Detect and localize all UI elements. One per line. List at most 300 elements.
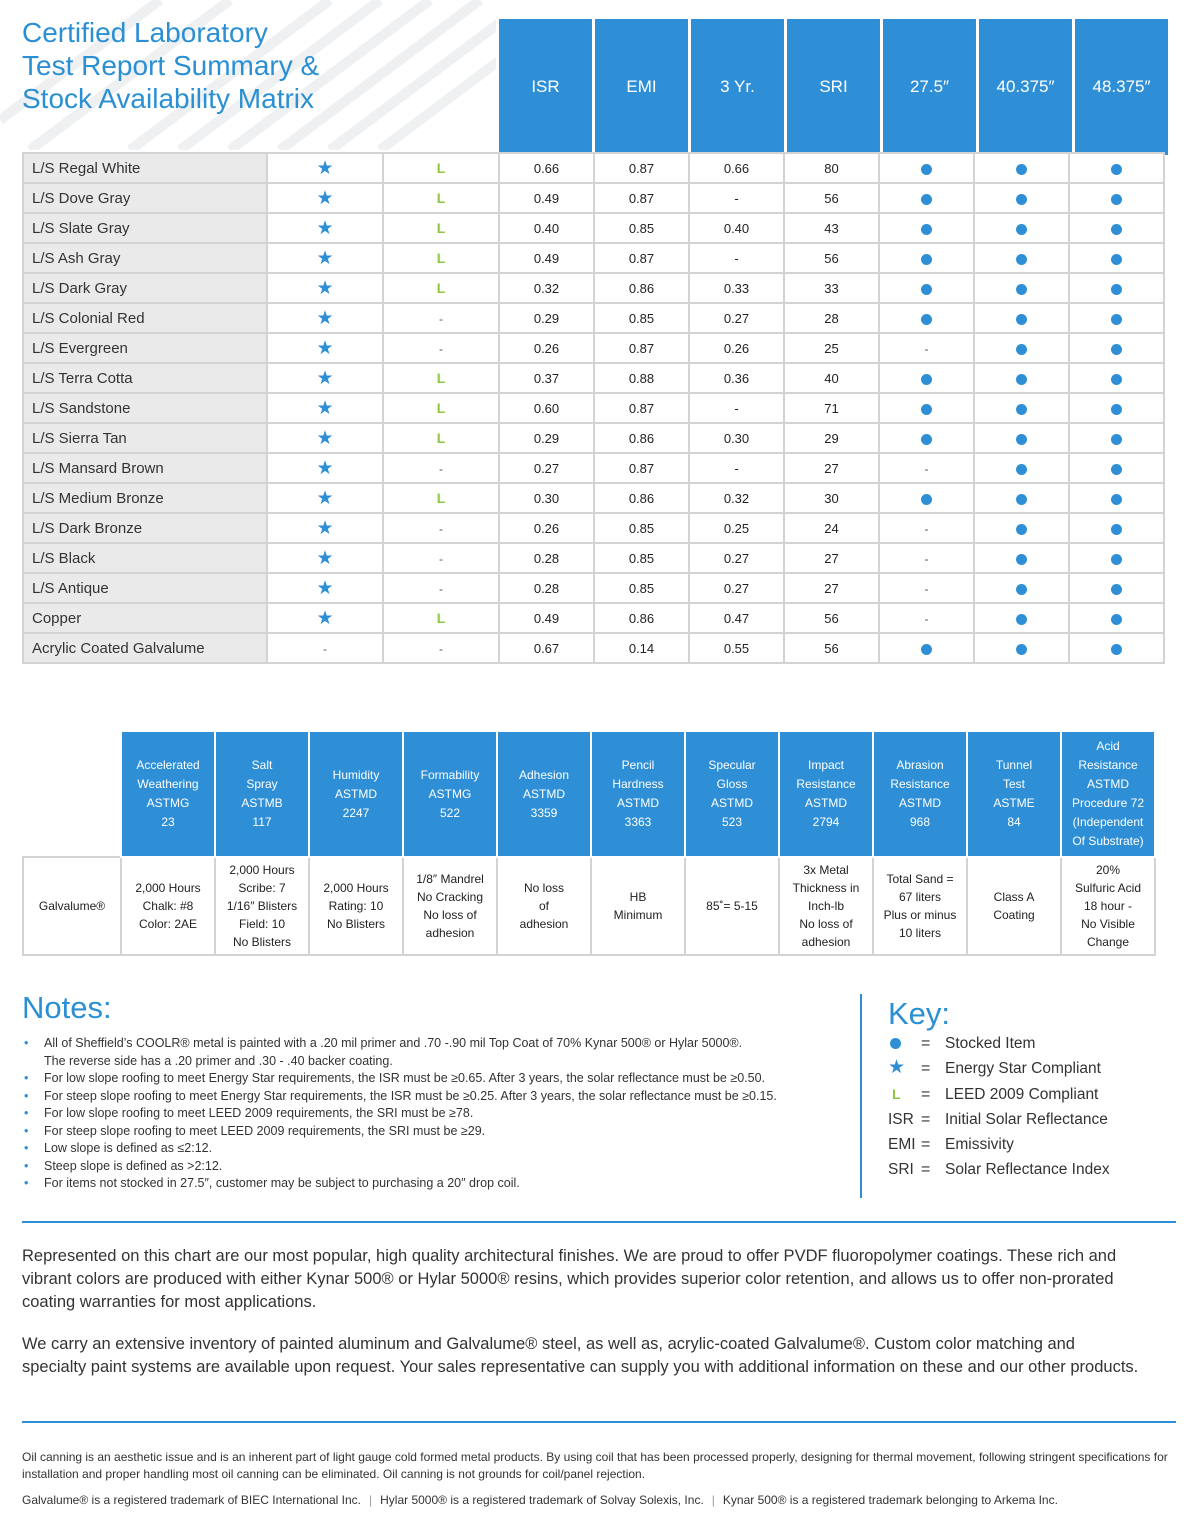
stocked-dot-icon (921, 254, 932, 265)
test-value (685, 857, 779, 955)
oil-canning-note: Oil canning is an aesthetic issue and is an inherent part of light gauge cold formed metal products. By using coil that has been processed properly, designing for thermal movement, following stringent specifications for installation and proper handling most oil canning can be eliminated. Oil canning is not grounds for coil/panel rejection. (22, 1450, 1168, 1481)
key-row (888, 1056, 1188, 1081)
dash: - (439, 461, 443, 476)
stock-cell (879, 333, 974, 363)
key-description: Initial Solar Reflectance (945, 1110, 1108, 1128)
key-heading: Key: (888, 996, 951, 1031)
emi-value: 0.85 (594, 213, 689, 243)
key-abbreviation: ISR (888, 1110, 914, 1128)
column-header-isr: ISR (498, 18, 594, 157)
leed-icon: L (436, 430, 446, 446)
header-line: ASTMD (711, 796, 753, 810)
color-name: L/S Dark Bronze (23, 513, 267, 543)
value-line: Plus or minus (883, 908, 957, 922)
stock-cell (974, 453, 1069, 483)
energy-star-cell (267, 213, 383, 243)
header-line: 117 (252, 815, 272, 829)
header-line: ASTMD (335, 786, 377, 801)
emi-value: 0.87 (594, 453, 689, 483)
divider (22, 1221, 1176, 1223)
isr-value: 0.49 (499, 243, 594, 273)
stocked-dot-icon (921, 314, 932, 325)
header-line: Resistance (890, 777, 950, 791)
yr3-value: 0.32 (689, 483, 784, 513)
stock-cell (1069, 633, 1164, 663)
test-value (497, 857, 591, 955)
stock-cell (974, 243, 1069, 273)
isr-value: 0.66 (499, 153, 594, 183)
yr3-value: - (689, 243, 784, 273)
separator: | (711, 1493, 715, 1507)
dash: - (439, 641, 443, 656)
color-name: Acrylic Coated Galvalume (23, 633, 267, 663)
header-line: Humidity (332, 767, 380, 782)
stock-cell (879, 393, 974, 423)
stock-cell (1069, 153, 1164, 183)
title-line: Certified Laboratory (22, 17, 268, 48)
value-line: Field: 10 (238, 917, 286, 931)
header-line: Procedure 72 (1071, 796, 1145, 810)
star-icon: ★ (316, 457, 334, 479)
dash: - (439, 311, 443, 326)
stock-cell (974, 573, 1069, 603)
energy-star-cell (267, 423, 383, 453)
sri-value: 56 (784, 633, 879, 663)
column-header-40: 40.375″ (978, 18, 1074, 157)
stock-cell (879, 573, 974, 603)
header-line: 968 (909, 815, 931, 829)
dash: - (439, 551, 443, 566)
stock-cell (974, 513, 1069, 543)
emi-value: 0.87 (594, 243, 689, 273)
equals-sign: = (921, 1161, 931, 1179)
yr3-value: 0.55 (689, 633, 784, 663)
isr-value: 0.28 (499, 573, 594, 603)
emi-value: 0.87 (594, 183, 689, 213)
energy-star-cell (267, 633, 383, 663)
header-line: 84 (1007, 815, 1021, 829)
value-line: Color: 2AE (138, 917, 198, 931)
table-row (23, 603, 1164, 633)
stocked-dot-icon (1111, 614, 1122, 625)
key-description: LEED 2009 Compliant (945, 1085, 1099, 1103)
value-line: 67 liters (898, 890, 942, 904)
value-line: Total Sand = (886, 872, 954, 886)
table-row (23, 573, 1164, 603)
leed-icon: L (892, 1085, 901, 1102)
isr-value: 0.29 (499, 303, 594, 333)
stocked-dot-icon (1111, 434, 1122, 445)
stocked-dot-icon (921, 494, 932, 505)
header-line: Resistance (1078, 758, 1138, 772)
emi-value: 0.86 (594, 603, 689, 633)
stocked-dot-icon (1016, 284, 1027, 295)
value-line: Inch-lb (807, 899, 845, 913)
yr3-value: 0.47 (689, 603, 784, 633)
stock-cell (1069, 453, 1164, 483)
empty-cell (23, 731, 121, 857)
value-line: Class A (993, 890, 1035, 904)
note-item: • For steep slope roofing to meet Energy Star requirements, the ISR must be ≥0.25. After 3 years, the solar reflectance must be ≥0.15. (44, 1088, 852, 1106)
stock-cell (879, 303, 974, 333)
test-header (497, 731, 591, 857)
yr3-value: 0.33 (689, 273, 784, 303)
star-icon: ★ (316, 487, 334, 509)
isr-value: 0.60 (499, 393, 594, 423)
sri-value: 29 (784, 423, 879, 453)
value-line: 20% (1095, 863, 1121, 877)
header-line: Accelerated (136, 758, 200, 772)
dash: - (924, 341, 929, 356)
availability-matrix (22, 152, 1165, 664)
stocked-dot-icon (1016, 374, 1027, 385)
notes-list (22, 1035, 852, 1193)
leed-cell (383, 273, 499, 303)
header-line: 3359 (530, 805, 558, 820)
table-row (23, 213, 1164, 243)
value-line: Minimum (613, 908, 663, 922)
header-line: Resistance (796, 777, 856, 791)
leed-icon: L (436, 610, 446, 626)
value-line: adhesion (801, 935, 851, 949)
stocked-dot-icon (1016, 344, 1027, 355)
stocked-dot-icon (1016, 464, 1027, 475)
star-icon: ★ (316, 517, 334, 539)
value-line: 1/8″ Mandrel (416, 872, 484, 886)
equals-sign: = (921, 1110, 931, 1128)
stocked-dot-icon (1111, 224, 1122, 235)
leed-cell (383, 603, 499, 633)
stock-cell (1069, 423, 1164, 453)
header-line: Spray (246, 777, 278, 791)
title-line: Stock Availability Matrix (22, 83, 315, 114)
key-row (888, 1132, 1188, 1157)
stock-cell (879, 603, 974, 633)
stock-cell (879, 243, 974, 273)
stocked-dot-icon (921, 194, 932, 205)
leed-cell (383, 183, 499, 213)
leed-icon: L (436, 370, 446, 386)
stock-cell (879, 633, 974, 663)
test-header (685, 731, 779, 857)
stocked-dot-icon (1016, 554, 1027, 565)
leed-icon: L (436, 280, 446, 296)
isr-value: 0.27 (499, 453, 594, 483)
note-item: The reverse side has a .20 primer and .30 - .40 backer coating. (44, 1053, 393, 1068)
emi-value: 0.87 (594, 393, 689, 423)
color-name: L/S Regal White (23, 153, 267, 183)
stock-cell (879, 363, 974, 393)
sri-value: 33 (784, 273, 879, 303)
column-header-emi: EMI (594, 18, 690, 157)
color-name: L/S Medium Bronze (23, 483, 267, 513)
emi-value: 0.14 (594, 633, 689, 663)
equals-sign: = (921, 1060, 931, 1078)
note-item: • For low slope roofing to meet LEED 2009 requirements, the SRI must be ≥78. (44, 1105, 852, 1123)
stock-cell (1069, 183, 1164, 213)
value-line: 2,000 Hours (135, 881, 201, 895)
value-line: No loss of (799, 917, 853, 931)
header-line: 23 (161, 815, 175, 829)
stocked-dot-icon (1111, 524, 1122, 535)
yr3-value: - (689, 453, 784, 483)
yr3-value: 0.66 (689, 153, 784, 183)
energy-star-cell (267, 333, 383, 363)
test-value (215, 857, 309, 955)
stocked-dot-icon (1111, 254, 1122, 265)
table-row (23, 423, 1164, 453)
stocked-dot-icon (1111, 164, 1122, 175)
column-header-sri: SRI (786, 18, 882, 157)
header-line: ASTMD (1087, 777, 1129, 791)
stock-cell (1069, 303, 1164, 333)
stock-cell (1069, 393, 1164, 423)
stock-cell (974, 333, 1069, 363)
separator: | (369, 1493, 373, 1507)
header-line: Acid (1096, 739, 1120, 753)
stock-cell (974, 423, 1069, 453)
key-row (888, 1107, 1188, 1132)
sri-value: 43 (784, 213, 879, 243)
stocked-dot-icon (1111, 494, 1122, 505)
leed-cell (383, 573, 499, 603)
leed-cell (383, 633, 499, 663)
equals-sign: = (921, 1035, 931, 1052)
equals-sign: = (921, 1136, 931, 1154)
energy-star-cell (267, 243, 383, 273)
note-item: • All of Sheffield’s COOLR® metal is painted with a .20 mil primer and .70 -.90 mil Top Coat of 70% Kynar 500® or Hylar 5000®. (44, 1035, 852, 1053)
energy-star-cell (267, 573, 383, 603)
header-line: Formability (420, 767, 480, 782)
stock-cell (974, 393, 1069, 423)
energy-star-cell (267, 153, 383, 183)
table-row (23, 483, 1164, 513)
divider (860, 994, 862, 1198)
column-header-3yr: 3 Yr. (690, 18, 786, 157)
key-abbreviation: SRI (888, 1161, 914, 1179)
header-line: Specular (708, 758, 756, 772)
table-row (23, 303, 1164, 333)
leed-cell (383, 543, 499, 573)
emi-value: 0.87 (594, 153, 689, 183)
header-line: Adhesion (518, 767, 570, 782)
trademark-hylar: Hylar 5000® is a registered trademark of Solvay Solexis, Inc. (380, 1493, 704, 1507)
value-line: 2,000 Hours (323, 881, 389, 895)
dash: - (439, 341, 443, 356)
leed-icon: L (436, 490, 446, 506)
stock-cell (1069, 243, 1164, 273)
intro-paragraph: Represented on this chart are our most popular, high quality architectural finishes. We are proud to offer PVDF fluoropolymer coatings. These rich and vibrant colors are produced with either Kynar 500® or Hylar 5000® resins, which provides superior color retention, and allows us to offer non-prorated coating warranties for most applications. (22, 1247, 1117, 1311)
key-description: Stocked Item (945, 1035, 1036, 1052)
sri-value: 56 (784, 243, 879, 273)
stocked-dot-icon (921, 434, 932, 445)
test-header (967, 731, 1061, 857)
emi-value: 0.87 (594, 333, 689, 363)
stocked-dot-icon (1111, 404, 1122, 415)
isr-value: 0.28 (499, 543, 594, 573)
star-icon: ★ (316, 307, 334, 329)
table-row (23, 453, 1164, 483)
value-line: No Blisters (232, 935, 291, 949)
test-header (591, 731, 685, 857)
test-value (121, 857, 215, 955)
value-line: Change (1086, 935, 1130, 949)
header-line: ASTME (993, 796, 1035, 810)
star-icon: ★ (888, 1057, 906, 1079)
star-icon: ★ (316, 337, 334, 359)
emi-value: 0.85 (594, 543, 689, 573)
stocked-dot-icon (921, 404, 932, 415)
key-row (888, 1082, 1188, 1107)
equals-sign: = (921, 1085, 931, 1103)
test-header (403, 731, 497, 857)
test-header (309, 731, 403, 857)
note-item: • For items not stocked in 27.5″, customer may be subject to purchasing a 20″ drop coil. (44, 1175, 852, 1193)
value-line: Thickness in (792, 881, 860, 895)
stock-cell (879, 513, 974, 543)
stock-cell (1069, 573, 1164, 603)
energy-star-cell (267, 603, 383, 633)
test-values-row (23, 857, 1155, 955)
header-line: Hardness (612, 777, 664, 791)
header-line: Test (1002, 777, 1025, 791)
sri-value: 40 (784, 363, 879, 393)
header-line: ASTMD (805, 796, 847, 810)
stocked-dot-icon (1016, 404, 1027, 415)
stocked-dot-icon (1016, 194, 1027, 205)
test-header-row (23, 731, 1155, 857)
isr-value: 0.30 (499, 483, 594, 513)
emi-value: 0.86 (594, 483, 689, 513)
isr-value: 0.37 (499, 363, 594, 393)
stock-cell (1069, 213, 1164, 243)
trademark-kynar: Kynar 500® is a registered trademark belonging to Arkema Inc. (722, 1493, 1058, 1507)
stocked-dot-icon (921, 644, 932, 655)
notes-heading: Notes: (22, 990, 112, 1025)
sri-value: 30 (784, 483, 879, 513)
stocked-dot-icon (1111, 194, 1122, 205)
energy-star-cell (267, 543, 383, 573)
leed-cell (383, 213, 499, 243)
stocked-dot-icon (921, 284, 932, 295)
key-description: Emissivity (945, 1136, 1014, 1154)
stock-cell (1069, 333, 1164, 363)
emi-value: 0.88 (594, 363, 689, 393)
column-header-48: 48.375″ (1074, 18, 1170, 157)
table-row (23, 513, 1164, 543)
value-line: HB (629, 890, 647, 904)
leed-cell (383, 153, 499, 183)
isr-value: 0.26 (499, 333, 594, 363)
leed-icon: L (436, 190, 446, 206)
leed-icon: L (436, 220, 446, 236)
color-name: L/S Antique (23, 573, 267, 603)
header-line: Weathering (137, 777, 199, 791)
color-name: L/S Terra Cotta (23, 363, 267, 393)
header-line: ASTMD (899, 796, 941, 810)
stock-cell (1069, 273, 1164, 303)
isr-value: 0.26 (499, 513, 594, 543)
stocked-dot-icon (921, 224, 932, 235)
table-row (23, 183, 1164, 213)
stock-cell (879, 483, 974, 513)
sri-value: 27 (784, 543, 879, 573)
energy-star-cell (267, 273, 383, 303)
column-header-27: 27.5″ (882, 18, 978, 157)
value-line: Scribe: 7 (238, 881, 286, 895)
stock-cell (974, 483, 1069, 513)
header-line: Salt (251, 758, 273, 772)
header-line: Of Substrate) (1072, 834, 1144, 848)
leed-cell (383, 483, 499, 513)
sri-value: 25 (784, 333, 879, 363)
page-title (22, 16, 482, 115)
energy-star-cell (267, 303, 383, 333)
stock-cell (1069, 363, 1164, 393)
header-line: 523 (721, 815, 743, 829)
stocked-dot-icon (1111, 284, 1122, 295)
stock-cell (1069, 603, 1164, 633)
energy-star-cell (267, 513, 383, 543)
leed-cell (383, 423, 499, 453)
stocked-dot-icon (921, 164, 932, 175)
stock-cell (1069, 513, 1164, 543)
leed-icon: L (436, 250, 446, 266)
test-value (1061, 857, 1155, 955)
color-name: L/S Evergreen (23, 333, 267, 363)
sri-value: 27 (784, 573, 879, 603)
leed-cell (383, 453, 499, 483)
star-icon: ★ (316, 367, 334, 389)
isr-value: 0.29 (499, 423, 594, 453)
value-line: No Blisters (326, 917, 385, 931)
stocked-dot-icon (1016, 614, 1027, 625)
key-legend (888, 1031, 1188, 1183)
stock-cell (879, 453, 974, 483)
star-icon: ★ (316, 217, 334, 239)
stocked-dot-icon (1016, 164, 1027, 175)
star-icon: ★ (316, 607, 334, 629)
value-line: 1/16″ Blisters (226, 899, 298, 913)
header-line: Impact (807, 758, 844, 772)
color-name: L/S Slate Gray (23, 213, 267, 243)
note-item: • Low slope is defined as ≤2:12. (44, 1140, 852, 1158)
header-line: (Independent (1072, 815, 1144, 829)
value-line: Rating: 10 (328, 899, 384, 913)
leed-cell (383, 513, 499, 543)
test-value (779, 857, 873, 955)
yr3-value: - (689, 393, 784, 423)
emi-value: 0.86 (594, 423, 689, 453)
stocked-dot-icon (1016, 224, 1027, 235)
color-name: L/S Sierra Tan (23, 423, 267, 453)
star-icon: ★ (316, 427, 334, 449)
stock-cell (879, 183, 974, 213)
header-line: 3363 (624, 815, 652, 829)
stock-cell (974, 213, 1069, 243)
stock-cell (974, 183, 1069, 213)
test-header (779, 731, 873, 857)
isr-value: 0.32 (499, 273, 594, 303)
stocked-dot-icon (1111, 584, 1122, 595)
stocked-dot-icon (1016, 434, 1027, 445)
value-line: No Visible (1081, 917, 1135, 931)
stock-cell (879, 153, 974, 183)
yr3-value: - (689, 183, 784, 213)
stock-cell (879, 543, 974, 573)
trademark-line (22, 1492, 1182, 1509)
sri-value: 24 (784, 513, 879, 543)
